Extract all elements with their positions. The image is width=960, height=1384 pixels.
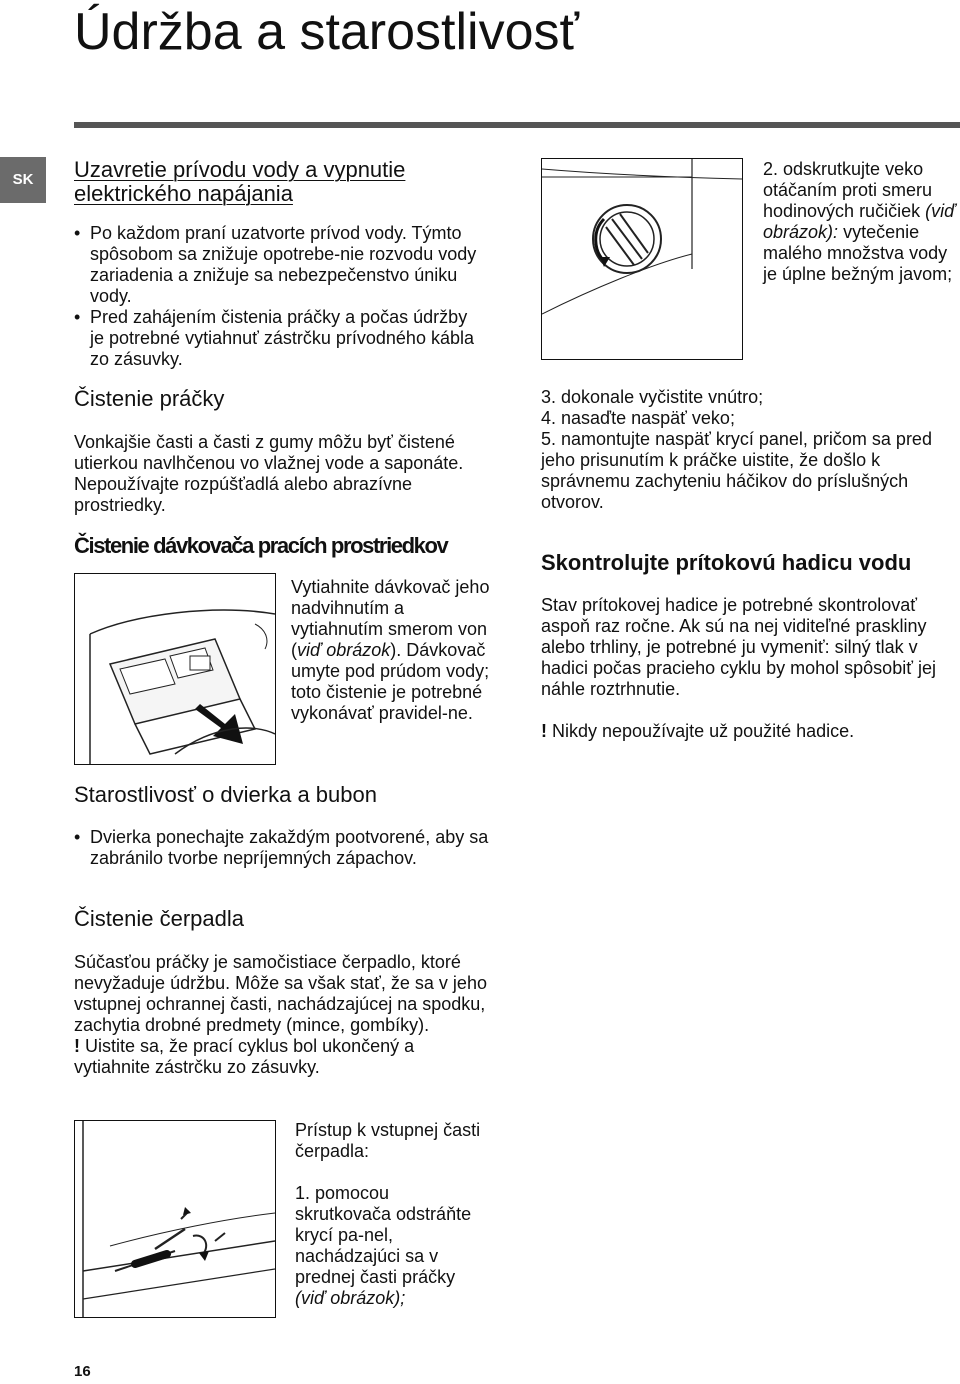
dispenser-figure [74,573,276,765]
step-1: 1. pomocou skrutkovača odstráňte krycí pa-nel, nachádzajúci sa v prednej časti práčky [295,1183,472,1287]
dispenser-text [291,577,491,724]
access-title: Prístup k vstupnej časti čerpadla: [295,1120,481,1161]
dispenser-body-a: Vytiahnite dávkovač jeho nadvihnutím a vytiahnutím smerom von ( [291,577,490,660]
section-heading: Starostlivosť o dvierka a bubon [74,782,377,807]
step-4: 4. nasaďte naspäť veko; [541,408,735,428]
dispenser-body-italic: viď obrázok [297,640,391,660]
section-heading: Skontrolujte prítokovú hadicu vodu [541,550,912,575]
dispenser-body-b: ). Dávkovač umyte pod prúdom vody; toto čistenie je potrebné vykonávať pravidel-ne. [291,640,490,723]
list-item: • Po každom praní uzatvorte prívod vody. Týmto spôsobom sa znižuje opotrebe-nie rozvodu vody zariadenia a znižuje sa nebezpečenstvo úniku vody. [74,223,484,307]
bullet-list [74,827,504,869]
section-heading: Čistenie práčky [74,386,225,411]
step-2-note: vytečenie malého množstva vody je úplne bežným javom; [763,222,953,284]
section-heading: Uzavretie prívodu vody a vypnutie elektrického napájania [74,157,406,206]
bullet-list [74,223,484,370]
section-hose [541,551,960,742]
section-water-power [74,158,484,370]
section-heading: Čistenie dávkovača pracích prostriedkov [74,533,448,558]
pump-access-text [295,1120,485,1309]
section-pump [74,907,494,1078]
pump-cover-figure [541,158,743,360]
pump-cover-illustration [542,159,742,359]
title-rule [74,122,960,128]
section-body: Vonkajšie časti a časti z gumy môžu byť čistené utierkou navlhčenou vo vlažnej vode a saponáte. Nepoužívajte rozpúšťadlá alebo abrazívne prostriedky. [74,432,464,515]
list-item: • Dvierka ponechajte zakaždým pootvorené, aby sa zabránilo tvorbe nepríjemných zápachov. [74,827,504,869]
section-body: Súčasťou práčky je samočistiace čerpadlo, ktoré nevyžaduje údržbu. Môže sa však stať, že sa v jeho vstupnej ochrannej časti, nachádzajúcej na spodku, zachytia drobné predmety (mince, gombíky). [74,952,487,1035]
section-dispenser [74,534,504,558]
section-door-drum [74,783,504,869]
step-5: 5. namontujte naspäť krycí panel, pričom sa pred jeho prisunutím k práčke uistite, že došlo k správnemu zachyteniu háčikov do príslušných otvorov. [541,429,932,512]
warning-mark: ! [541,721,547,741]
steps-3-5 [541,387,951,513]
step-2-ref: (viď obrázok): [763,201,956,242]
step-1-italic [295,1288,485,1309]
step-3: 3. dokonale vyčistite vnútro; [541,387,764,407]
pump-panel-illustration [75,1121,275,1317]
language-tab: SK [0,157,46,203]
warning-body: Uistite sa, že prací cyklus bol ukončený a vytiahnite zástrčku zo zásuvky. [74,1036,415,1077]
dispenser-illustration [75,574,275,764]
section-heading: Čistenie čerpadla [74,906,244,931]
step-2-text [763,159,960,285]
warning-mark: ! [74,1036,80,1056]
step-1-ref: (viď obrázok); [295,1288,406,1308]
page-number: 16 [74,1363,91,1380]
pump-panel-figure [74,1120,276,1318]
section-cleaning-washer [74,387,494,516]
section-body: Stav prítokovej hadice je potrebné skontrolovať aspoň raz ročne. Ak sú na nej viditeľné praskliny alebo trhliny, je potrebné ju vymeniť: silný tlak v hadici počas pracieho cyklu by mohol spôsobiť jej náhle roztrhnutie. [541,595,936,699]
page-title: Údržba a starostlivosť [74,3,580,61]
warning-body: Nikdy nepoužívajte už použité hadice. [547,721,855,741]
list-item: • Pred zahájením čistenia práčky a počas údržby je potrebné vytiahnuť zástrčku prívodného kábla zo zásuvky. [74,307,484,370]
warning-text [74,1036,494,1078]
step-2: 2. odskrutkujte veko otáčaním proti smeru hodinových ručičiek [763,159,933,221]
hose-warning [541,721,960,742]
